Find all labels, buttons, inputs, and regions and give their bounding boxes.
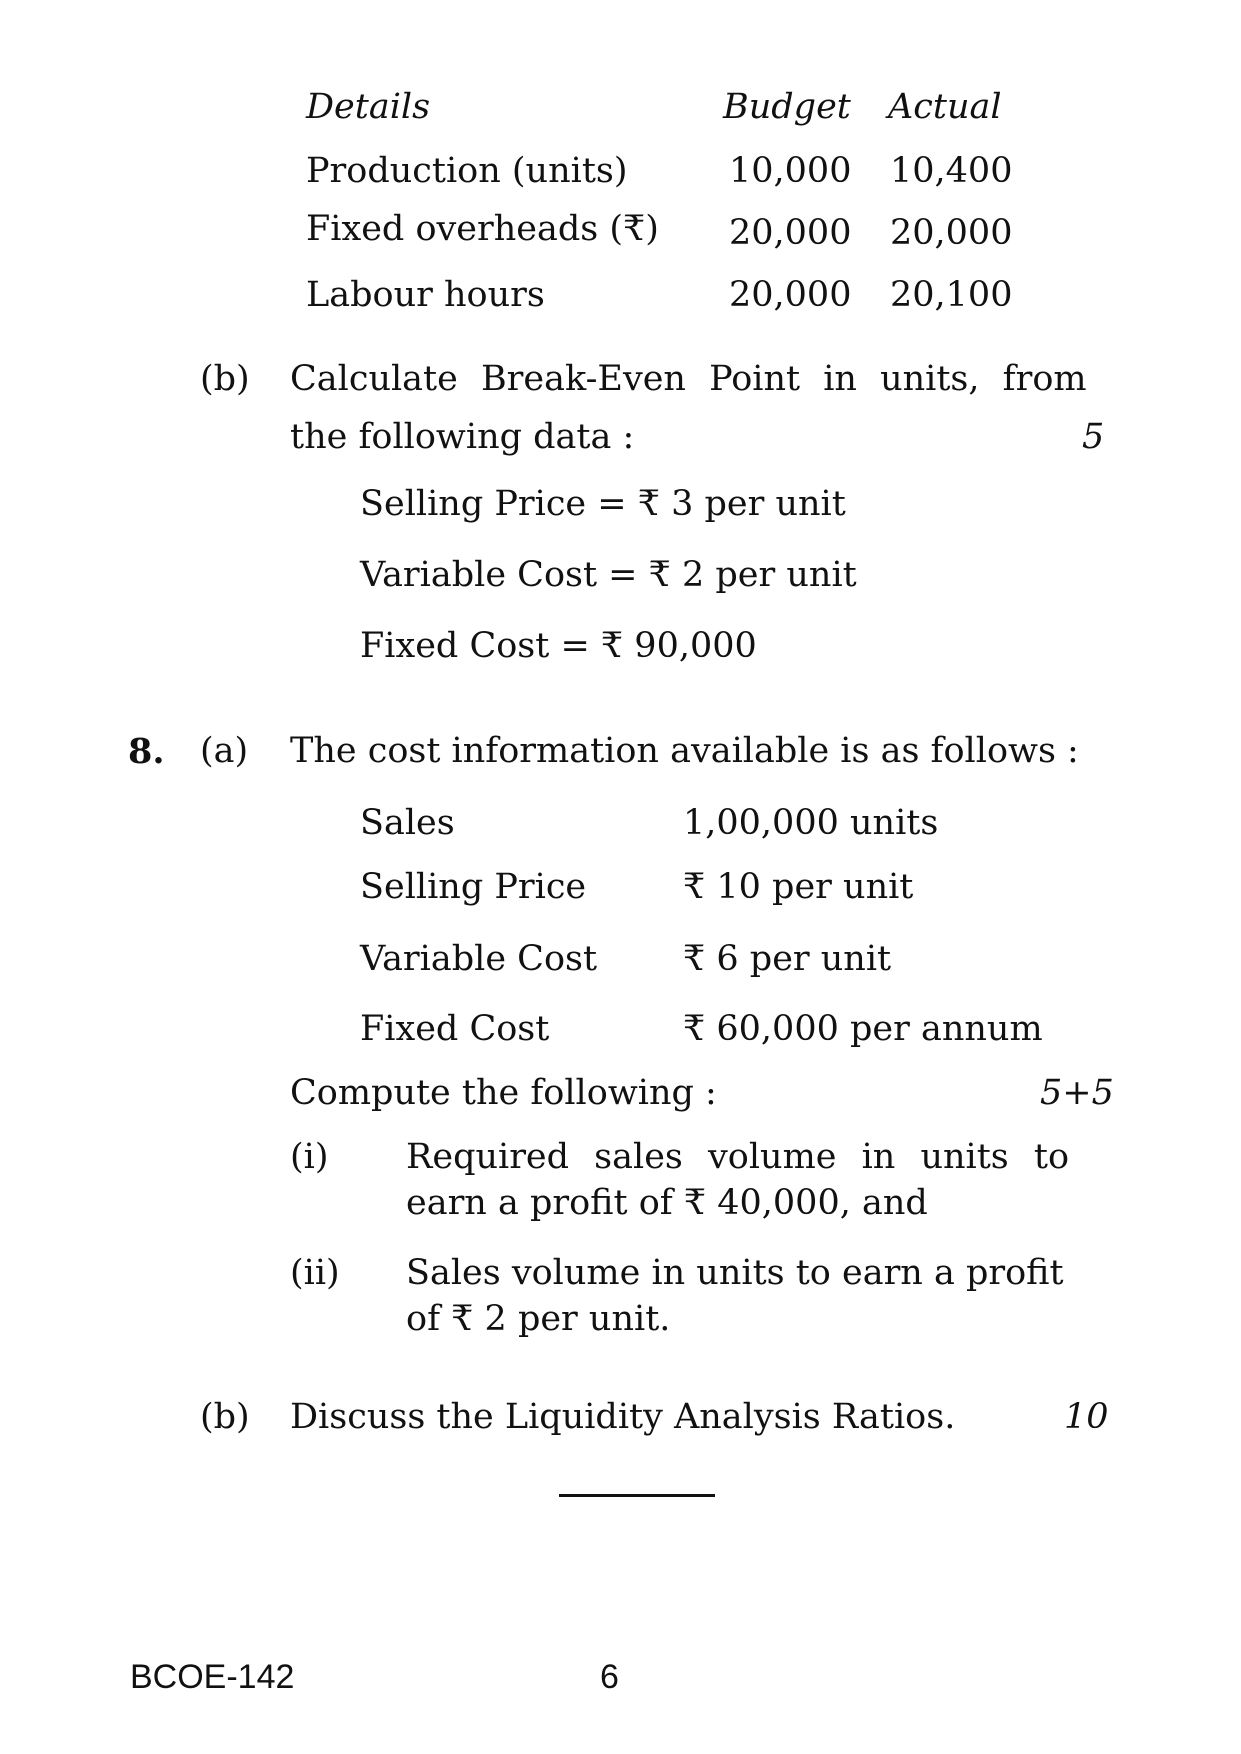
subpart-text: of ₹ 2 per unit. [406,1299,671,1339]
question-text: Discuss the Liquidity Analysis Ratios. [290,1397,956,1437]
paper-code: BCOE-142 [130,1658,295,1696]
table-header-details: Details [306,87,431,127]
table-cell: 20,100 [890,275,1013,315]
question-number: 8. [128,731,165,772]
item-value: 1,00,000 units [683,803,939,843]
question-text: The cost information available is as follows : [290,731,1079,771]
data-line: Fixed Cost = ₹ 90,000 [360,626,757,666]
item-name: Selling Price [360,867,587,907]
table-cell: 20,000 [729,213,852,253]
subpart-text: earn a profit of ₹ 40,000, and [406,1183,928,1223]
item-value: ₹ 6 per unit [683,939,892,979]
item-name: Variable Cost [360,939,598,979]
item-value: ₹ 10 per unit [683,867,914,907]
end-rule [559,1494,715,1497]
question-text: the following data : [290,417,635,457]
marks: 5+5 [1040,1073,1114,1113]
marks: 5 [1082,417,1105,457]
subpart-text: Required sales volume in units to [406,1137,1070,1177]
table-cell: 20,000 [890,213,1013,253]
subpart-label: (ii) [290,1253,340,1293]
table-cell: 10,000 [729,151,852,191]
question-label: (b) [200,359,250,399]
page-number: 6 [600,1658,619,1696]
table-cell: 10,400 [890,151,1013,191]
compute-text: Compute the following : [290,1073,717,1113]
question-text: Calculate Break-Even Point in units, from [290,359,1087,399]
table-header-actual: Actual [888,87,1002,127]
table-cell: Labour hours [306,275,545,315]
item-value: ₹ 60,000 per annum [683,1009,1043,1049]
subpart-text: Sales volume in units to earn a profit [406,1253,1064,1293]
table-cell: Fixed overheads (₹) [306,209,659,249]
data-line: Variable Cost = ₹ 2 per unit [360,555,857,595]
table-cell: 20,000 [729,275,852,315]
question-label: (a) [200,731,249,771]
subpart-label: (i) [290,1137,329,1177]
marks: 10 [1064,1397,1109,1437]
item-name: Fixed Cost [360,1009,550,1049]
table-header-budget: Budget [723,87,851,127]
table-cell: Production (units) [306,151,628,191]
data-line: Selling Price = ₹ 3 per unit [360,484,846,524]
question-label: (b) [200,1397,250,1437]
item-name: Sales [360,803,455,843]
